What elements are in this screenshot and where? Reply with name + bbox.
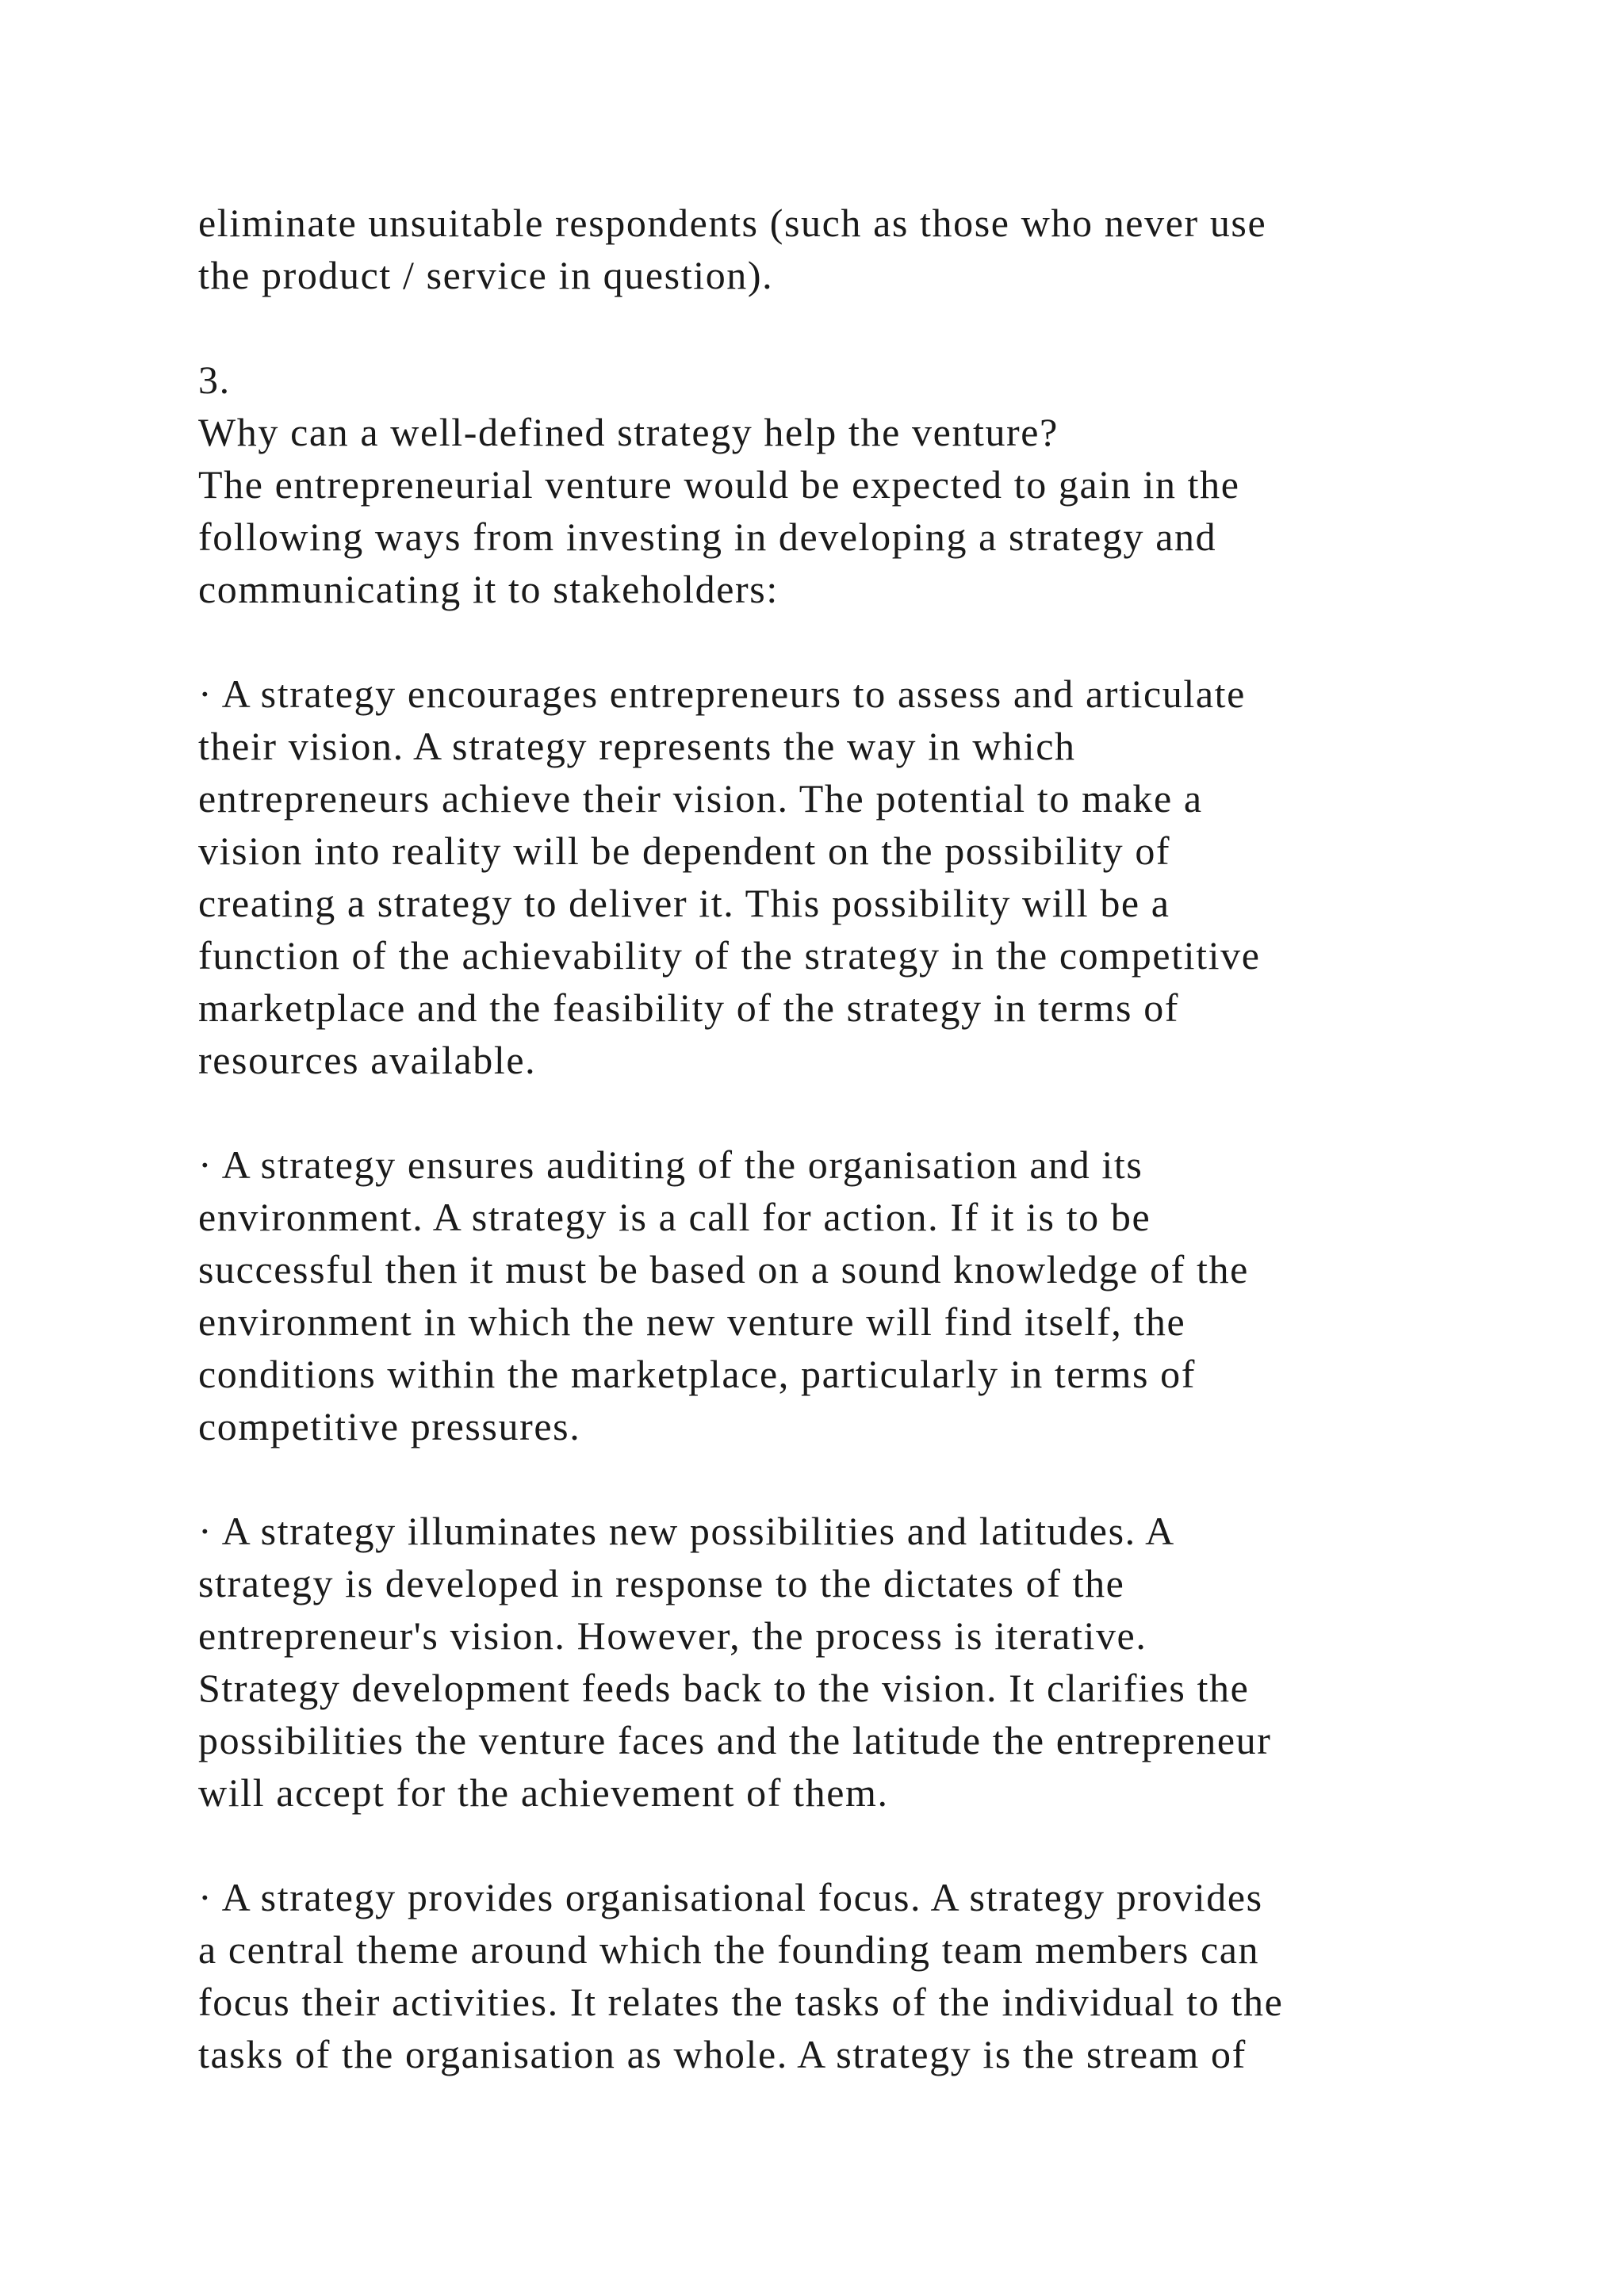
- text-line: environment. A strategy is a call for action. If it is to be: [198, 1195, 1151, 1239]
- text-line: entrepreneurs achieve their vision. The potential to make a: [198, 776, 1203, 821]
- text-line: conditions within the marketplace, particularly in terms of: [198, 1352, 1196, 1396]
- text-line: tasks of the organisation as whole. A strategy is the stream of: [198, 2032, 1247, 2076]
- bullet-paragraph-focus: [198, 1871, 1467, 2080]
- text-line: resources available.: [198, 1038, 537, 1082]
- text-line: environment in which the new venture will find itself, the: [198, 1299, 1186, 1344]
- text-line: communicating it to stakeholders:: [198, 567, 779, 611]
- text-line: focus their activities. It relates the tasks of the individual to the: [198, 1980, 1284, 2024]
- text-line: a central theme around which the founding team members can: [198, 1927, 1260, 1972]
- document-body: [198, 197, 1467, 2080]
- paragraph-gap: [198, 301, 1467, 354]
- text-line: function of the achievability of the strategy in the competitive: [198, 933, 1261, 978]
- paragraph-gap: [198, 1086, 1467, 1138]
- bullet-paragraph-possibilities: [198, 1505, 1467, 1819]
- text-line: successful then it must be based on a sound knowledge of the: [198, 1247, 1249, 1292]
- lead-paragraph: [198, 458, 1467, 615]
- text-line: Strategy development feeds back to the vision. It clarifies the: [198, 1666, 1250, 1710]
- bullet-paragraph-auditing: [198, 1138, 1467, 1452]
- text-line: the product / service in question).: [198, 253, 774, 297]
- text-line: · A strategy provides organisational focus. A strategy provides: [198, 1875, 1263, 1919]
- text-line: entrepreneur's vision. However, the process is iterative.: [198, 1613, 1147, 1658]
- text-line: · A strategy encourages entrepreneurs to assess and articulate: [198, 672, 1246, 716]
- text-line: The entrepreneurial venture would be expected to gain in the: [198, 462, 1240, 507]
- paragraph-gap: [198, 1452, 1467, 1505]
- section-heading: Why can a well-defined strategy help the venture?: [198, 410, 1059, 454]
- text-line: competitive pressures.: [198, 1404, 581, 1448]
- bullet-paragraph-vision: [198, 668, 1467, 1086]
- section-number: 3.: [198, 358, 231, 402]
- text-line: following ways from investing in developing a strategy and: [198, 515, 1217, 559]
- text-line: · A strategy ensures auditing of the organisation and its: [198, 1142, 1143, 1187]
- text-line: creating a strategy to deliver it. This possibility will be a: [198, 881, 1170, 925]
- text-line: marketplace and the feasibility of the strategy in terms of: [198, 985, 1180, 1030]
- text-line: · A strategy illuminates new possibilities and latitudes. A: [198, 1509, 1175, 1553]
- text-line: will accept for the achievement of them.: [198, 1770, 889, 1815]
- paragraph-gap: [198, 615, 1467, 668]
- text-line: their vision. A strategy represents the way in which: [198, 724, 1076, 768]
- text-line: vision into reality will be dependent on the possibility of: [198, 828, 1171, 873]
- intro-paragraph: [198, 197, 1467, 301]
- text-line: possibilities the venture faces and the latitude the entrepreneur: [198, 1718, 1272, 1762]
- paragraph-gap: [198, 1819, 1467, 1871]
- text-line: strategy is developed in response to the dictates of the: [198, 1561, 1125, 1605]
- text-line: eliminate unsuitable respondents (such as those who never use: [198, 201, 1267, 245]
